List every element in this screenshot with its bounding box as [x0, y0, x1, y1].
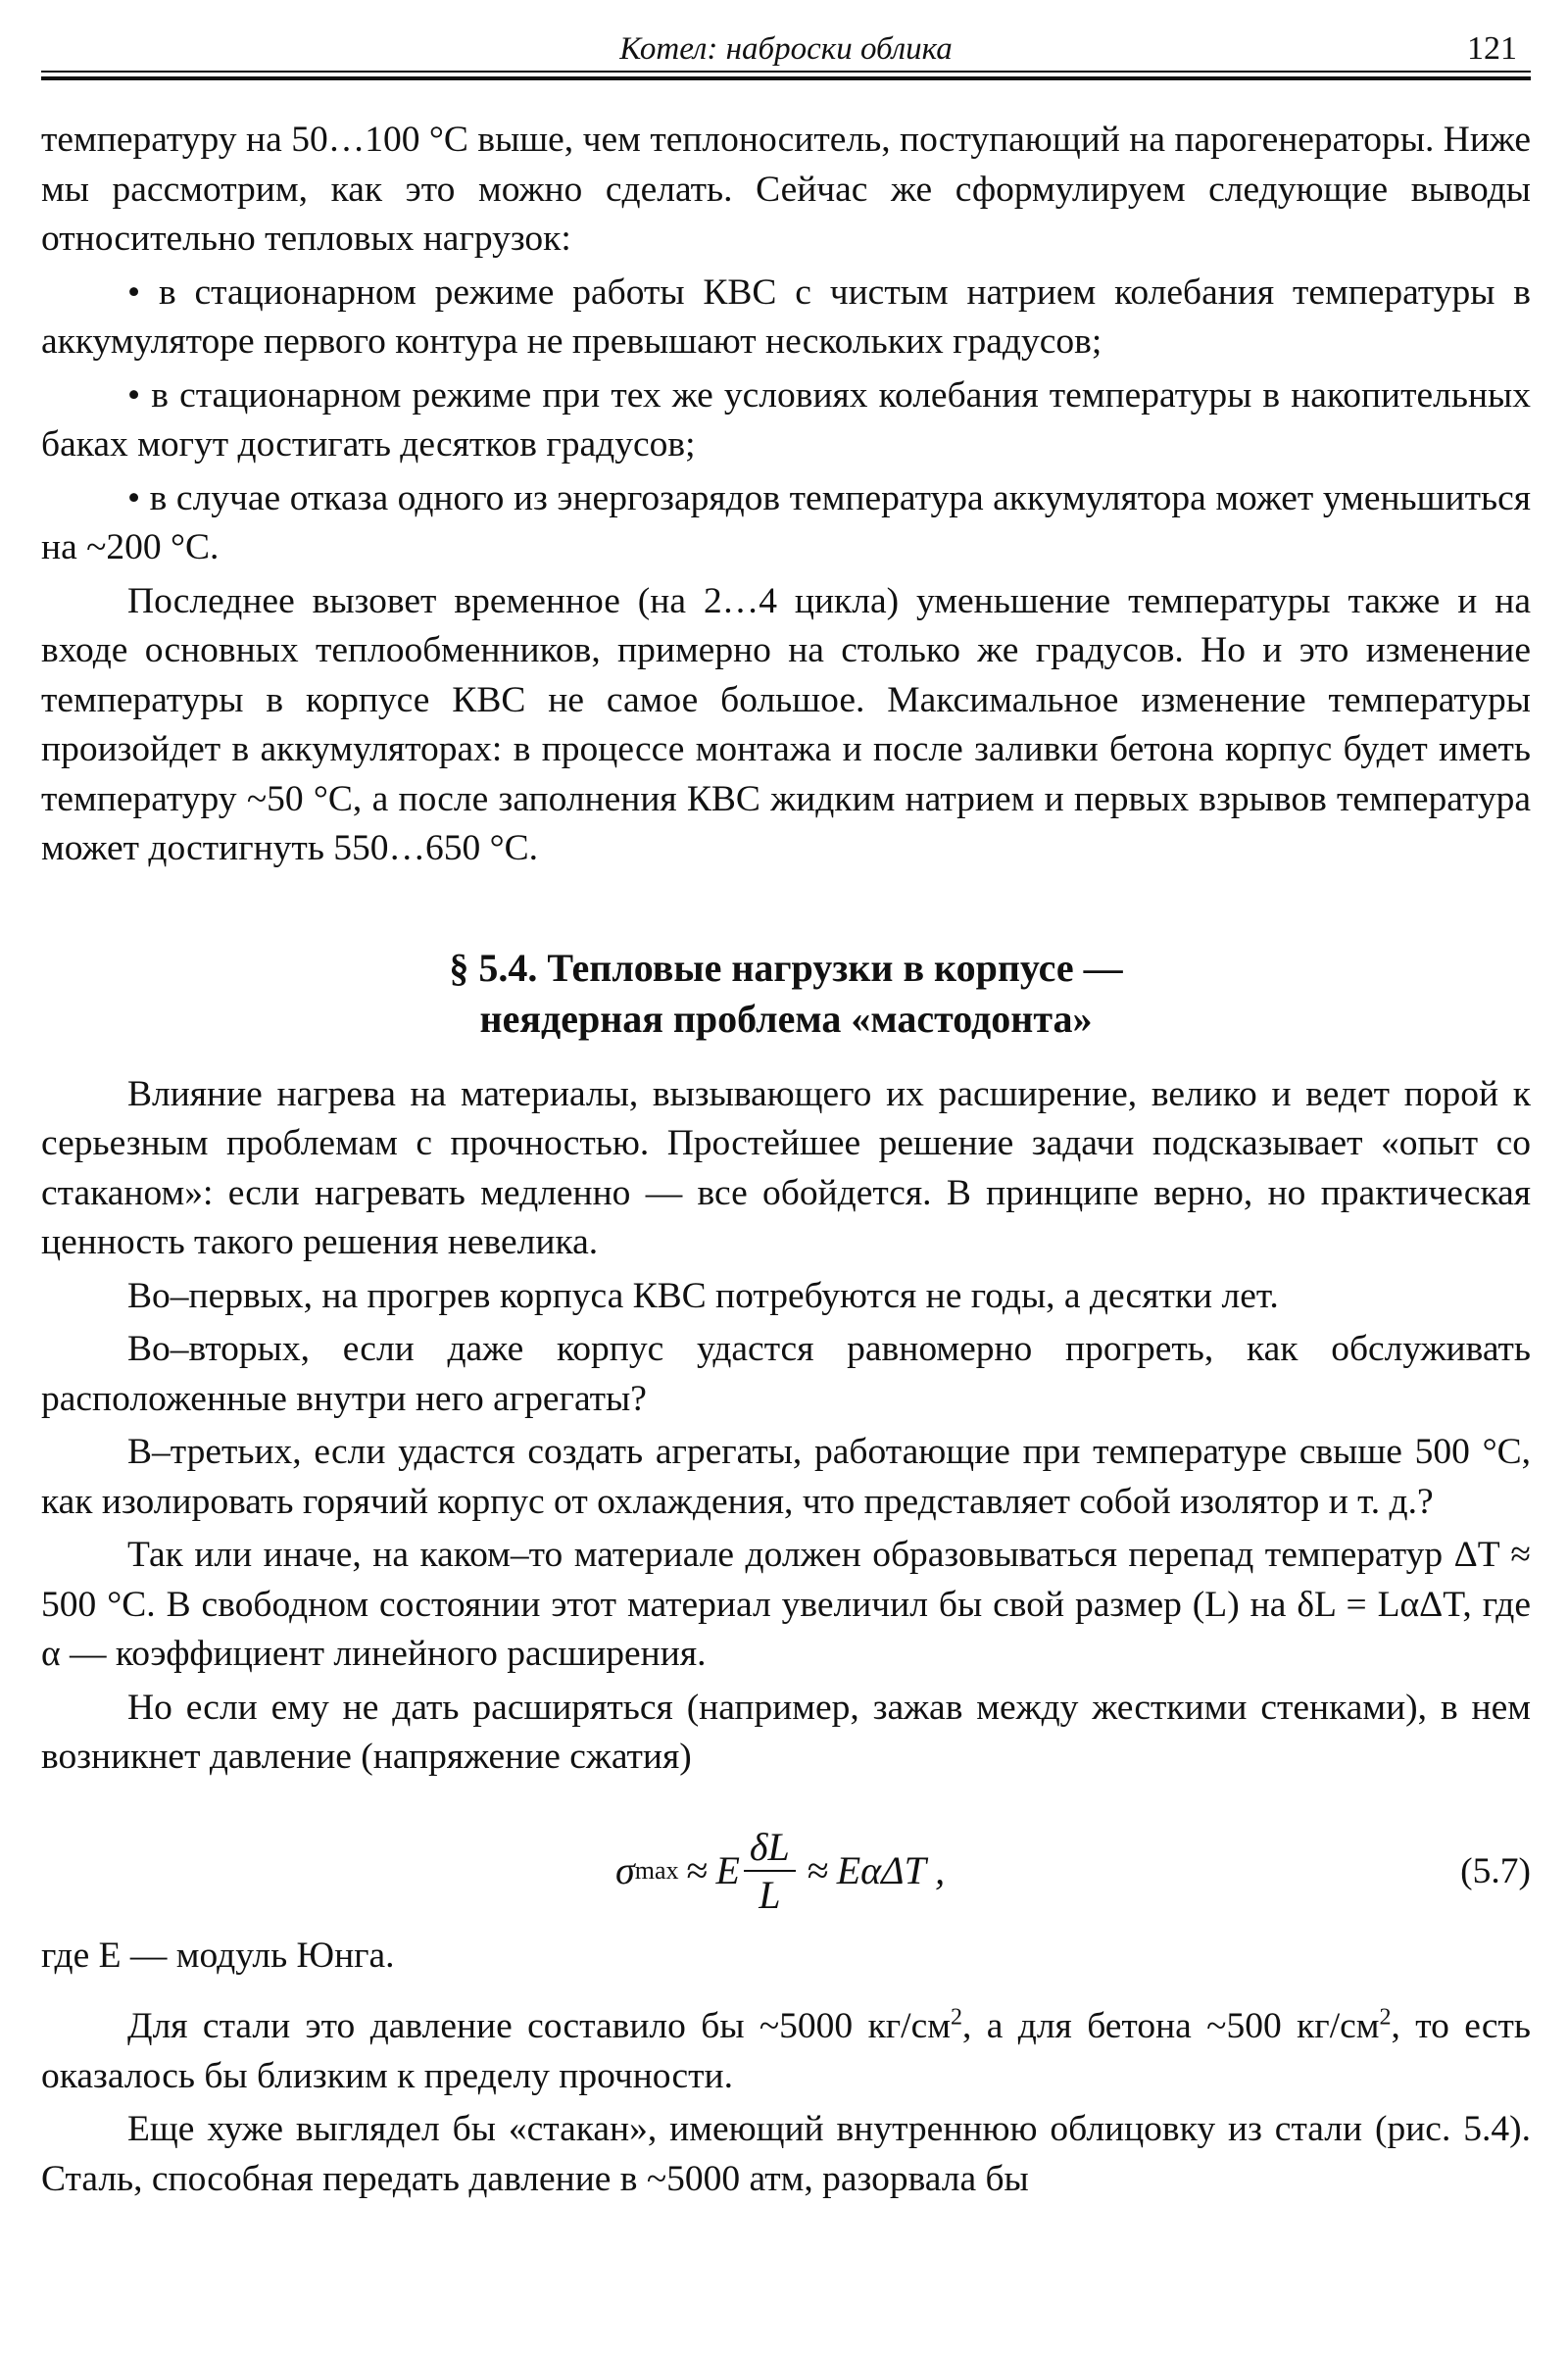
paragraph-8	[41, 2002, 1531, 2101]
header-rule-thin	[41, 71, 1531, 73]
paragraph-3: Во–вторых, если даже корпус удастся равномерно прогреть, как обслуживать расположенные внутри него агрегаты?	[41, 1329, 1531, 1419]
paragraph-4: В–третьих, если удастся создать агрегаты, работающие при температуре свыше 500 °C, как изолировать горячий корпус от охлаждения, что представляет собой изолятор и т. д.?	[41, 1432, 1531, 1522]
page-body	[41, 116, 1531, 2208]
page-header	[41, 27, 1531, 71]
running-title: Котел: наброски облика	[619, 31, 953, 67]
bullet-item: • в стационарном режиме при тех же условиях колебания температуры в накопительных баках могут достигать десятков градусов;	[41, 371, 1531, 470]
eq-sigma: σ	[615, 1848, 635, 1893]
eq-sigma-subscript: max	[634, 1856, 679, 1886]
eq-numerator: δL	[744, 1825, 796, 1872]
eq-approx-2: ≈	[807, 1848, 829, 1893]
equation-number: (5.7)	[1460, 1850, 1531, 1891]
section-heading-line-2: неядерная проблема «мастодонта»	[479, 996, 1093, 1041]
section-heading-line-1: § 5.4. Тепловые нагрузки в корпусе —	[449, 945, 1123, 990]
paragraph-1: Влияние нагрева на материалы, вызывающего их расширение, велико и ведет порой к серьезным проблемам с прочностью. Простейшее решение задачи подсказывает «опыт со стаканом»: если нагревать медленно — все обойдется. В принципе верно, но практическая ценность такого решения невелика.	[41, 1073, 1531, 1262]
p8-superscript-1: 2	[950, 2004, 962, 2031]
equation-5-7	[41, 1818, 1531, 1926]
bullet-item: • в стационарном режиме работы КВС с чистым натрием колебания температуры в аккумуляторе первого контура не превышают нескольких градусов;	[41, 269, 1531, 368]
header-rule-thick	[41, 76, 1531, 80]
paragraph-9: Еще хуже выглядел бы «стакан», имеющий внутреннюю облицовку из стали (рис. 5.4). Сталь, способная передать давление в ~5000 атм, разорвала бы	[41, 2109, 1531, 2199]
page-number: 121	[1467, 30, 1517, 67]
p8-part-1: Для стали это давление составило бы ~5000 кг/см	[127, 2006, 951, 2046]
eq-approx-1: ≈	[686, 1848, 709, 1893]
p8-part-3: , то есть оказалось бы близким к пределу прочности.	[41, 2006, 1531, 2096]
p8-superscript-2: 2	[1379, 2004, 1392, 2031]
intro-paragraph: температуру на 50…100 °C выше, чем теплоноситель, поступающий на парогенераторы. Ниже мы рассмотрим, как это можно сделать. Сейчас же сформулируем следующие выводы относительно тепловых нагрузок:	[41, 120, 1531, 259]
paragraph-2: Во–первых, на прогрев корпуса КВС потребуются не годы, а десятки лет.	[127, 1275, 1279, 1316]
closing-paragraph: Последнее вызовет временное (на 2…4 цикла) уменьшение температуры также и на входе основных теплообменников, примерно на столько же градусов. Но и это изменение температуры в корпусе КВС не самое большое. Максимальное изменение температуры произойдет в аккумуляторах: в процессе монтажа и после заливки бетона корпус будет иметь температуру ~50 °C, а после заполнения КВС жидким натрием и первых взрывов температура может достигнуть 550…650 °C.	[41, 580, 1531, 868]
eq-rhs: EαΔT ,	[836, 1848, 946, 1893]
section-heading	[41, 943, 1531, 1045]
paragraph-6: Но если ему не дать расширяться (например, зажав между жесткими стенками), в нем возникнет давление (напряжение сжатия)	[41, 1687, 1531, 1777]
eq-E: E	[715, 1848, 740, 1893]
bullet-item: • в случае отказа одного из энергозарядов температура аккумулятора может уменьшиться на ~200 °C.	[41, 474, 1531, 573]
p8-part-2: , а для бетона ~500 кг/см	[961, 2006, 1380, 2046]
eq-fraction	[744, 1825, 796, 1919]
paragraph-7: где E — модуль Юнга.	[41, 1935, 395, 1976]
eq-denominator: L	[759, 1872, 781, 1917]
paragraph-5: Так или иначе, на каком–то материале должен образовываться перепад температур ΔT ≈ 500 °C. В свободном состоянии этот материал увеличил бы свой размер (L) на δL = LαΔT, где α — коэффициент линейного расширения.	[41, 1535, 1531, 1674]
